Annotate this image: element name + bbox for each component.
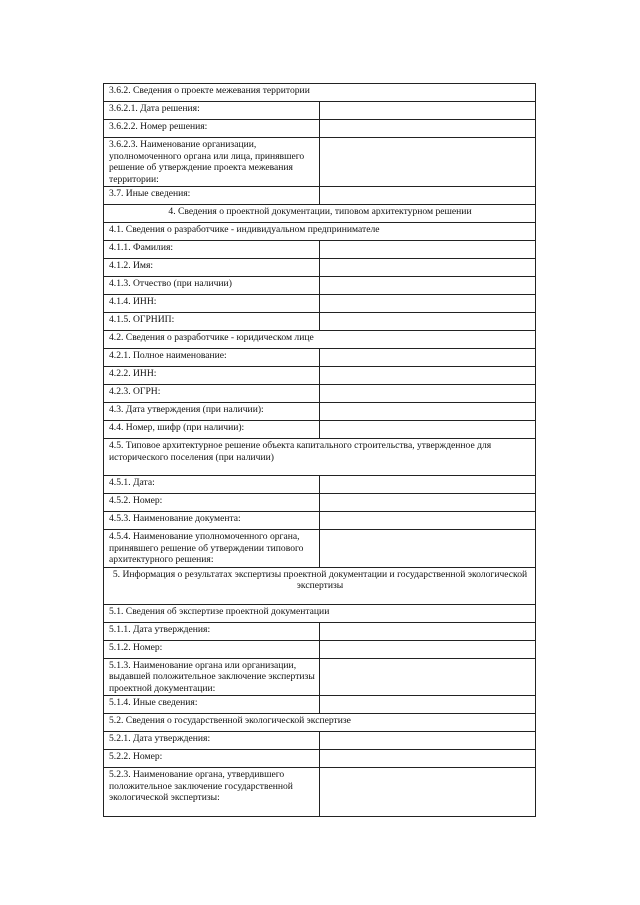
- field-label: 5.1.2. Номер:: [104, 640, 320, 658]
- form-row: [104, 768, 536, 817]
- section-header-row: [104, 205, 536, 223]
- field-label: 4.1.4. ИНН:: [104, 295, 320, 313]
- section-header-row: [104, 567, 536, 604]
- form-row: [104, 259, 536, 277]
- field-value-cell[interactable]: [320, 277, 536, 295]
- section-header-row: [104, 604, 536, 622]
- section-header-row: [104, 331, 536, 349]
- form-row: [104, 421, 536, 439]
- form-row: [104, 187, 536, 205]
- field-value-cell[interactable]: [320, 295, 536, 313]
- form-row: [104, 102, 536, 120]
- field-label: 4.1.5. ОГРНИП:: [104, 313, 320, 331]
- field-label: 5.2.1. Дата утверждения:: [104, 732, 320, 750]
- form-row: [104, 640, 536, 658]
- form-row: [104, 622, 536, 640]
- field-value-cell[interactable]: [320, 658, 536, 696]
- field-label: 3.6.2.1. Дата решения:: [104, 102, 320, 120]
- field-label: 5.1.4. Иные сведения:: [104, 696, 320, 714]
- field-value-cell[interactable]: [320, 187, 536, 205]
- field-value-cell[interactable]: [320, 385, 536, 403]
- field-label: 4.5.2. Номер:: [104, 494, 320, 512]
- section-header: 5.1. Сведения об экспертизе проектной документации: [104, 604, 536, 622]
- field-value-cell[interactable]: [320, 696, 536, 714]
- form-row: [104, 658, 536, 696]
- form-row: [104, 241, 536, 259]
- field-label: 4.1.1. Фамилия:: [104, 241, 320, 259]
- form-row: [104, 512, 536, 530]
- form-row: [104, 732, 536, 750]
- form-body: [104, 84, 536, 817]
- field-label: 4.1.3. Отчество (при наличии): [104, 277, 320, 295]
- section-header: 3.6.2. Сведения о проекте межевания территории: [104, 84, 536, 102]
- field-value-cell[interactable]: [320, 622, 536, 640]
- field-value-cell[interactable]: [320, 102, 536, 120]
- field-label: 5.1.1. Дата утверждения:: [104, 622, 320, 640]
- section-header: 4.5. Типовое архитектурное решение объекта капитального строительства, утвержденное для исторического поселения (при наличии): [104, 439, 536, 476]
- form-row: [104, 295, 536, 313]
- form-row: [104, 696, 536, 714]
- field-label: 5.2.2. Номер:: [104, 750, 320, 768]
- form-row: [104, 277, 536, 295]
- form-row: [104, 120, 536, 138]
- form-row: [104, 313, 536, 331]
- field-value-cell[interactable]: [320, 120, 536, 138]
- field-value-cell[interactable]: [320, 750, 536, 768]
- section-header-row: [104, 223, 536, 241]
- form-row: [104, 494, 536, 512]
- field-value-cell[interactable]: [320, 768, 536, 817]
- form-row: [104, 530, 536, 568]
- field-value-cell[interactable]: [320, 476, 536, 494]
- field-label: 4.1.2. Имя:: [104, 259, 320, 277]
- field-label: 3.6.2.2. Номер решения:: [104, 120, 320, 138]
- field-label: 4.5.1. Дата:: [104, 476, 320, 494]
- form-row: [104, 138, 536, 187]
- field-label: 4.5.4. Наименование уполномоченного органа, принявшего решение об утверждении типового архитектурного решения:: [104, 530, 320, 568]
- section-header: 5.2. Сведения о государственной экологической экспертизе: [104, 714, 536, 732]
- field-value-cell[interactable]: [320, 367, 536, 385]
- field-label: 3.6.2.3. Наименование организации, уполномоченного органа или лица, принявшего решение об утверждение проекта межевания территории:: [104, 138, 320, 187]
- form-row: [104, 476, 536, 494]
- section-header-row: [104, 714, 536, 732]
- field-label: 4.4. Номер, шифр (при наличии):: [104, 421, 320, 439]
- section-header-row: [104, 439, 536, 476]
- section-header: 4. Сведения о проектной документации, типовом архитектурном решении: [104, 205, 536, 223]
- form-row: [104, 367, 536, 385]
- field-label: 4.3. Дата утверждения (при наличии):: [104, 403, 320, 421]
- form-row: [104, 385, 536, 403]
- field-value-cell[interactable]: [320, 259, 536, 277]
- field-value-cell[interactable]: [320, 530, 536, 568]
- field-label: 4.2.2. ИНН:: [104, 367, 320, 385]
- document-form-table: [103, 83, 536, 817]
- field-label: 4.5.3. Наименование документа:: [104, 512, 320, 530]
- field-label: 5.2.3. Наименование органа, утвердившего положительное заключение государственной экологической экспертизы:: [104, 768, 320, 817]
- form-row: [104, 750, 536, 768]
- field-value-cell[interactable]: [320, 512, 536, 530]
- field-value-cell[interactable]: [320, 640, 536, 658]
- field-value-cell[interactable]: [320, 349, 536, 367]
- field-value-cell[interactable]: [320, 732, 536, 750]
- field-value-cell[interactable]: [320, 138, 536, 187]
- form-row: [104, 403, 536, 421]
- field-value-cell[interactable]: [320, 421, 536, 439]
- section-header: 4.1. Сведения о разработчике - индивидуальном предпринимателе: [104, 223, 536, 241]
- section-header: 5. Информация о результатах экспертизы проектной документации и государственной экологической экспертизы: [104, 567, 536, 604]
- field-value-cell[interactable]: [320, 241, 536, 259]
- field-label: 5.1.3. Наименование органа или организации, выдавшей положительное заключение экспертизы проектной документации:: [104, 658, 320, 696]
- field-label: 4.2.1. Полное наименование:: [104, 349, 320, 367]
- field-label: 3.7. Иные сведения:: [104, 187, 320, 205]
- field-value-cell[interactable]: [320, 403, 536, 421]
- field-value-cell[interactable]: [320, 494, 536, 512]
- form-row: [104, 349, 536, 367]
- section-header-row: [104, 84, 536, 102]
- field-value-cell[interactable]: [320, 313, 536, 331]
- section-header: 4.2. Сведения о разработчике - юридическом лице: [104, 331, 536, 349]
- field-label: 4.2.3. ОГРН:: [104, 385, 320, 403]
